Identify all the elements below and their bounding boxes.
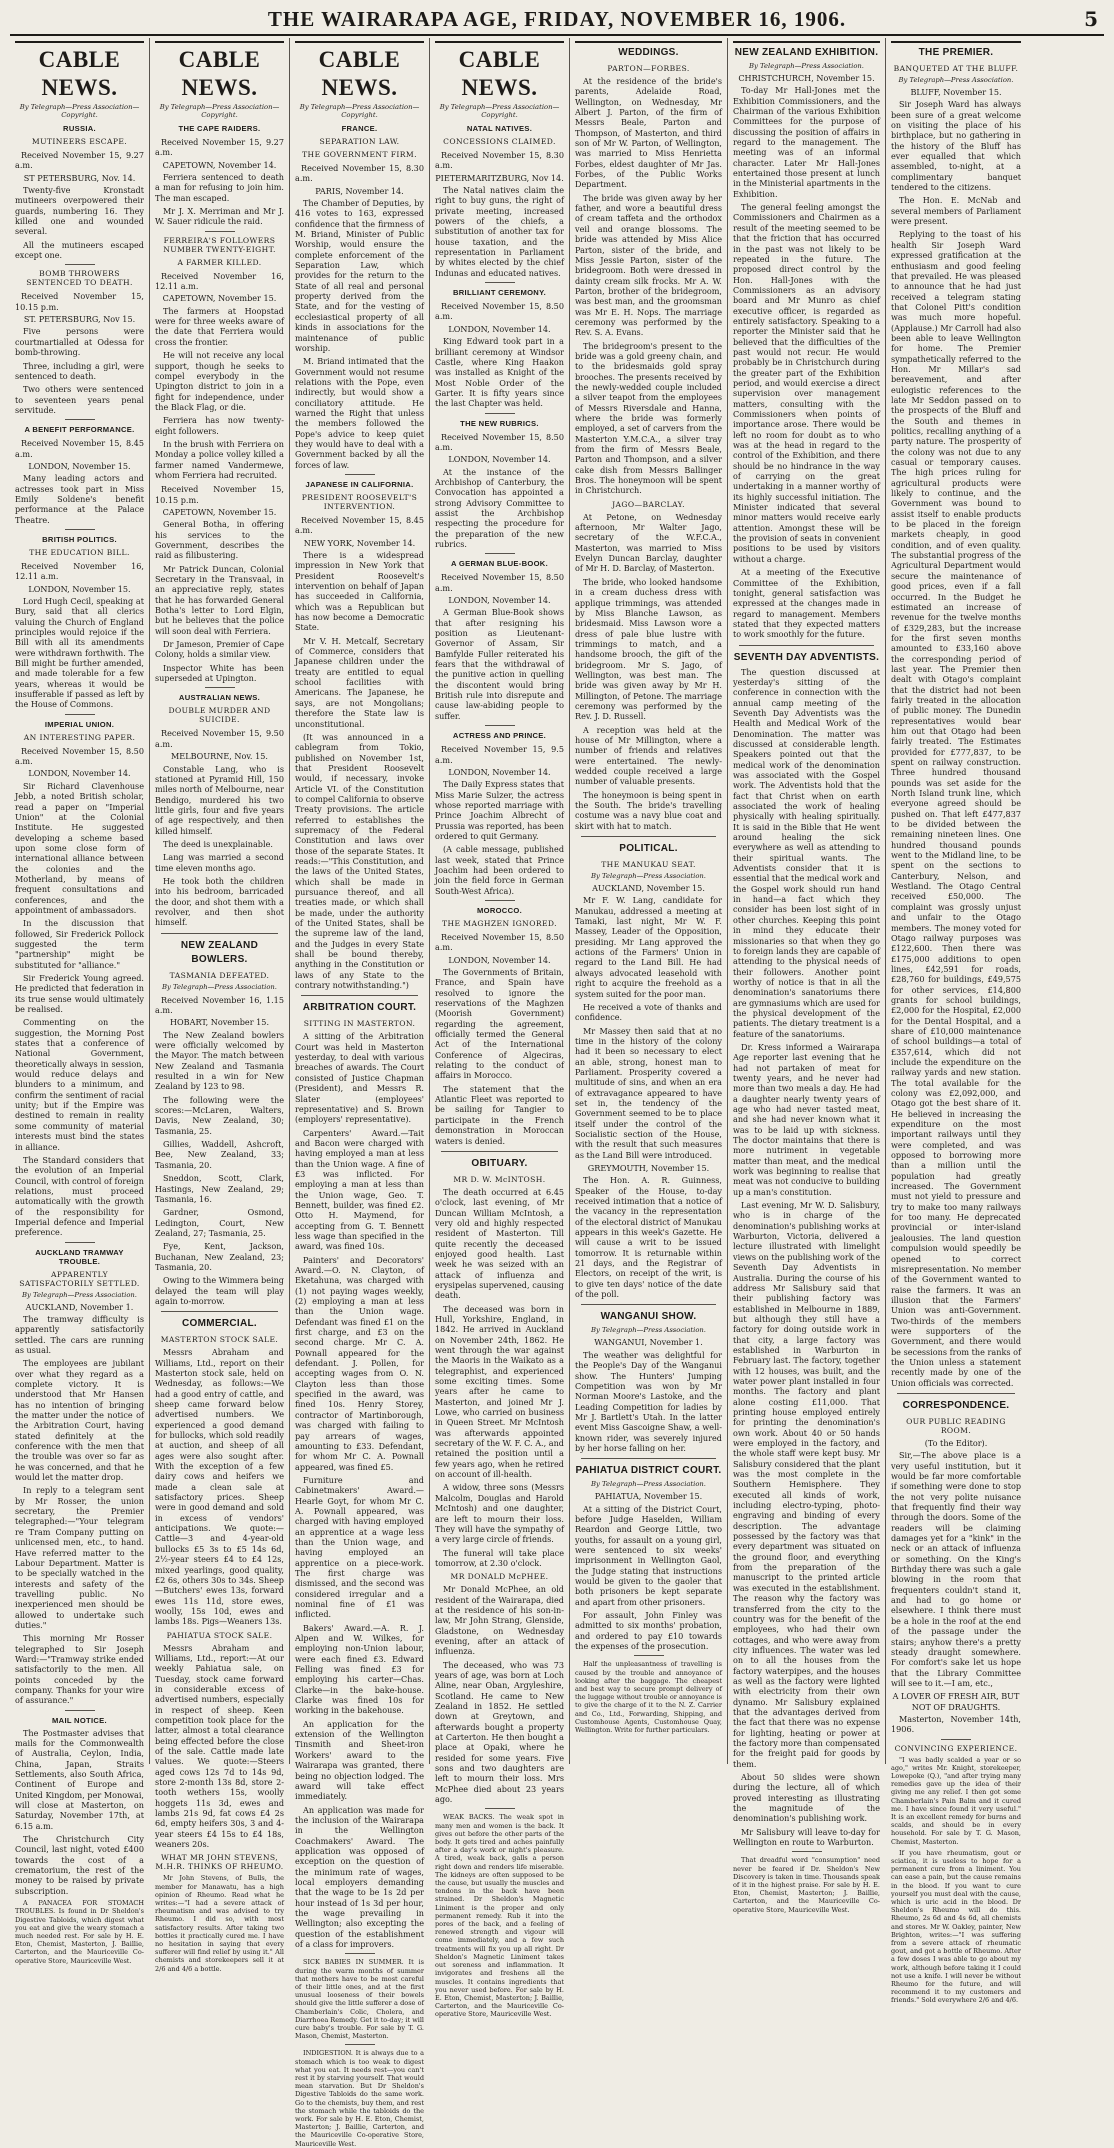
paragraph: He will not receive any local support, though he seeks to compel everybody in the Upington district to join in a fight for independence, under the Black Flag, or die. (155, 350, 284, 412)
received-line: Received November 15, 8.30 a.m. (435, 150, 564, 171)
paragraph: Furniture and Cabinetmakers' Award.—Hearle Goyt, for whom Mr C. A. Pownall appeared, was charged with having employed an apprentice at a wage less than the Union wage, and having employed an apprentice on a piece-work. The first charge was dismissed, and the second was considered irregular and a nominal fine of £1 was inflicted. (295, 1474, 424, 1620)
byline: By Telegraph—Press Association—Copyright. (159, 103, 280, 119)
paragraph: The weather was delightful for the People's Day of the Wanganui show. The Hunters' Jumping Competition was won by Mr Norman Moore's Lastoke, and the Leading Competition for ladies by Mr J. Bartlett's Utah. In the latter event Miss Gascoigne Shaw, a well-known rider, was severely injured by her horse falling on her. (575, 1349, 722, 1453)
headline: MAIL NOTICE. (52, 1715, 107, 1725)
page-number: 5 (1084, 7, 1098, 31)
subheadline: PRESIDENT ROOSEVELT'S INTERVENTION. (301, 492, 418, 511)
paragraph: At the residence of the bride's parents, Adelaide Road, Wellington, on Wednesday, Mr Albert J. Parton, of the firm of Messrs Beale, Parton and Thompson, of Masterton, and third son of Mr W. Parton, of Wellington, was married to Miss Henrietta Forbes, eldest daughter of Mr Jas. Forbes, of the Public Works Department. (575, 76, 722, 190)
dateline: PIETERMARITZBURG, Nov 14. (435, 172, 564, 183)
paragraph: Inspector White has been superseded at Upington. (155, 662, 284, 684)
paragraph: To-day Mr Hall-Jones met the Exhibition Commissioners, and the Chairman of the various Exhibition Committees for the purpose of discussing the position of affairs in regard to the management. The meeting was of an informal character. Later Mr Hall-Jones entertained those present at lunch in the Ministerial apartments in the Exhibition. (733, 85, 880, 199)
received-line: Received November 15, 8.45 a.m. (295, 514, 424, 536)
paragraph: Twenty-five Kronstadt mutineers overpowered their guards, numbering 16. They killed one and wounded several. (15, 185, 144, 237)
paragraph: The death occurred at 6.45 o'clock, last evening, of Mr Duncan William McIntosh, a very old and highly respected resident of Masterton. Till quite recently the deceased enjoyed good health. Last week he was seized with an attack of influenza and erysipelas supervened, causing death. (435, 1186, 564, 1301)
dateline: NEW YORK, November 14. (303, 537, 416, 548)
subheadline: MUTINEERS ESCAPE. (31, 137, 128, 146)
paragraph: Mr Massey then said that at no time in the history of the colony had it been so necessary to elect an able, strong, honest man to Parliament. Prosperity covered a multitude of sins, and when an era of extravagance appeared to have set in, the tendency of the Government seemed to be to place itself under the control of the Socialistic section of the House, with the result that such measures as the Land Bill were introduced. (575, 1025, 722, 1160)
paragraph: All the mutineers escaped except one. (15, 239, 144, 261)
divider (485, 900, 515, 901)
subheadline: MR D. W. McINTOSH. (453, 1174, 546, 1184)
paragraph: An application was made for the inclusion of the Wairarapa in the Wellington Coachmakers' Award. The application was opposed of exception on the question of the minimum rate of wages, local employers demanding that the wage to be 1s 2d per hour instead of 1s 3d per hour, the wage prevailing in Wellington; also excepting the question of the establishment of a class for improvers. (295, 1804, 424, 1949)
paragraph: Bakers' Award.—A. R. J. Alpen and W. Wilkes, for employing non-Union labour, were each fined £3. Edward Felling was fined £3 for employing his carter—Chas. Clarke—in the bake-house. Clarke was fined 10s for working in the bakehouse. (295, 1622, 424, 1716)
byline: By Telegraph—Press Association. (591, 1480, 706, 1489)
dateline: WANGANUI, November 1. (594, 1337, 703, 1348)
editor-line: (To the Editor). (924, 1437, 988, 1448)
divider (301, 995, 418, 996)
paragraph: The Hon. E. McNab and several members of Parliament were present. (891, 195, 1021, 227)
dateline: AUCKLAND, November 15. (592, 883, 705, 894)
column-rule (155, 41, 284, 43)
paragraph: The Postmaster advises that mails for the Commonwealth of Australia, Ceylon, India, China, Japan, Straits Settlements, also South Africa, Continent of Europe and United Kingdom, per Monowai, will close at Masterton, on Saturday, November 17th, at 6.15 a.m. (15, 1727, 144, 1831)
columns (10, 38, 1104, 2148)
headline: THE NEW RUBRICS. (460, 418, 539, 428)
paragraph: Five persons were courtmartialled at Odessa for bomb-throwing. (15, 326, 144, 358)
headline: NATAL NATIVES. (466, 124, 533, 133)
paragraph: Sneddon, Scott, Clark, Hastings, New Zealand, 29; Tasmania, 16. (155, 1173, 284, 1204)
dateline: CAPETOWN, November 15. (162, 506, 277, 517)
paragraph: For assault, John Finley was admitted to six months' probation, and ordered to pay £10 towards the expenses of the prosecution. (575, 1610, 722, 1652)
column-rule (295, 41, 424, 43)
paragraph: Fye, Kent, Jackson, Buchanan, New Zealand, 23; Tasmania, 20. (155, 1241, 284, 1272)
column-4 (430, 38, 570, 2019)
column-rule (435, 41, 564, 43)
paragraph: The Governments of Britain, France, and Spain have resolved to ignore the reservations of the Maghzen (Moorish Government) regarding the agreement, officially termed the General Act of the International Conference of Algeciras, relating to the conduct of affairs in Morocco. (435, 967, 564, 1081)
received-line: Received November 15, 8.50 a.m. (435, 301, 564, 322)
section-title: THE PREMIER. (918, 47, 994, 58)
subheadline: CONVINCING EXPERIENCE. (894, 1743, 1018, 1753)
column-5 (570, 38, 728, 1764)
paragraph: A reception was held at the house of Mr Millington, where a number of friends and relatives were entertained. The newly-wedded couple received a large number of valuable presents. (575, 724, 722, 787)
dateline: LONDON, November 14. (448, 323, 551, 334)
divider (345, 474, 375, 475)
divider (345, 2044, 375, 2045)
subheadline: AN INTERESTING PAPER. (23, 732, 136, 742)
section-title: CORRESPONDENCE. (902, 1399, 1010, 1411)
subheadline: THE GOVERNMENT FIRM. (302, 150, 417, 159)
dateline: LONDON, November 14. (448, 954, 551, 965)
masthead (10, 4, 1104, 36)
paragraph: Carpenters' Award.—Tait and Bacon were charged with having employed a man at less than the Union wage. A fine of £3 was inflicted. For employing a man at less than the Union wage, Geo. T. Bennett, builder, was fined £2. Otto H. Maymend, for accepting from G. T. Bennett less wage than specified in the award, was fined 10s. (295, 1127, 424, 1252)
masthead-title: THE WAIRARAPA AGE, FRIDAY, NOVEMBER 16, 1906. (267, 7, 847, 31)
paragraph: The funeral will take place tomorrow, at 2.30 o'clock. (435, 1547, 564, 1568)
dateline: AUCKLAND, November 1. (25, 1301, 134, 1312)
divider (65, 1242, 95, 1243)
paragraph: Mr Salisbury will leave to-day for Wellington en route to Warburton. (733, 1826, 880, 1848)
headline: BRILLIANT CEREMONY. (452, 288, 547, 298)
paragraph: The deceased, who was 73 years of age, was born at Loch Aline, near Oban, Argyleshire, Scotland. He came to New Zealand in 1852. He settled down at Greytown, and afterwards bought a property at Carterton. He then bought a place at Opaki, where he resided for some years. Five sons and two daughters are left to mourn their loss. Mrs McPhee died about 23 years ago. (435, 1659, 564, 1805)
advertisement: That dreadful word "consumption" need never be feared if Dr. Sheldon's New Discovery is taken in time. Thousands speak of it in the highest praise. For sale by H. E. Eton, Chemist, Masterton; J. Baillie, Carterton, and the Mauriceville Co-operative Store, Mauriceville West. (733, 1856, 880, 1914)
paragraph: Lord Hugh Cecil, speaking at Bury, said that all clerics valuing the Church of England principles would rejoice if the Bill with all its amendments were withdrawn forthwith. The Bill might be further amended, and made tolerable for a few years, whereas it would be insufferable if passed as left by the House of Commons. (15, 596, 144, 710)
cable-news-title: CABLE NEWS. (38, 47, 121, 100)
section-title: NEW ZEALAND BOWLERS. (180, 939, 259, 965)
subheadline: BOMB THROWERS SENTENCED TO DEATH. (26, 269, 133, 288)
column-1 (10, 38, 150, 1965)
paragraph: The farmers at Hoopstad were for three weeks aware of the date that Ferriera would cross the frontier. (155, 305, 284, 347)
paragraph: Mr V. H. Metcalf, Secretary of Commerce, considers that Japanese children under the treaty are entitled to equal school facilities with Americans. The Japanese, he says, are not Mongolians; therefore the State law is unconstitutional. (295, 635, 424, 729)
divider (792, 1851, 822, 1852)
headline: MOROCCO. (476, 905, 522, 915)
divider (161, 933, 278, 934)
subheadline: BANQUETED AT THE BLUFF. (893, 64, 1019, 73)
received-line: Received November 16, 12.11 a.m. (155, 270, 284, 292)
paragraph: The bride was given away by her father, and wore a beautiful dress of cream taffeta and the orthodox veil and orange blossoms. The bride was attended by Miss Alice Parton, sister of the bride, and Miss Jessie Parton, sister of the bridegroom. Both were dressed in dainty cream silk frocks. Mr A. W. Parton, brother of the bridegroom, was best man, and the groomsman was Mr E. H. Nops. The marriage ceremony was performed by the Rev. S. A. Evans. (575, 192, 722, 338)
dateline: PARIS, November 14. (315, 185, 404, 196)
byline: By Telegraph—Press Association. (162, 982, 277, 991)
received-line: Received November 15, 8.50 a.m. (435, 572, 564, 593)
divider (65, 714, 95, 715)
headline: IMPERIAL UNION. (44, 719, 115, 729)
paragraph: The general feeling amongst the Commissioners and Chairmen as a result of the meeting seemed to be that the friction that has occurred in the past was not likely to be repeated in the future. The proposed direct control by the Hon. Hall-Jones with the Commissioners as an advisory board and Mr Munro as chief executive officer, is regarded as entirely satisfactory. Speaking to a reporter the Minister said that he believed that the difficulties of the past would not recur. He would probably be in Christchurch during the greater part of the Exhibition period, and would exercise a direct supervision over management matters, consulting with the Commissioners when points of importance arose. There would be left no room for doubt as to who was at the head in regard to the control of the Exhibition, and there should be no hindrance in the way of carrying on the great undertaking in a manner worthy of its highly successful initiation. The Minister indicated that several minor matters would receive early attention. Amongst these will be the provision of seats in convenient positions to be used by visitors without a charge. (733, 202, 880, 564)
section-title: PAHIATUA DISTRICT COURT. (575, 1465, 722, 1477)
paragraph: King Edward took part in a brilliant ceremony at Windsor Castle, where King Haakon was installed as Knight of the Most Noble Order of the Garter. It is fifty years since the last Chapter was held. (435, 336, 564, 409)
column-rule (891, 41, 1021, 43)
paragraph: He received a vote of thanks and confidence. (575, 1001, 722, 1023)
paragraph: In the brush with Ferriera on Monday a police volley killed a farmer named Vandermewe, whom Ferriera had recruited. (155, 438, 284, 480)
paragraph: General Botha, in offering his services to the Government, describes the raid as filibustering. (155, 519, 284, 561)
subheadline: SITTING IN MASTERTON. (303, 1019, 416, 1029)
received-line: Received November 15, 9.50 a.m. (155, 728, 284, 749)
dateline: LONDON, November 14. (448, 595, 551, 606)
dateline: ST. PETERSBURG, Nov 15. (23, 314, 136, 325)
divider (634, 1655, 664, 1656)
received-line: Received November 15, 10.15 p.m. (15, 291, 144, 312)
byline: By Telegraph—Press Association—Copyright. (299, 103, 420, 119)
subheadline: PAHIATUA STOCK SALE. (166, 1630, 273, 1640)
subheadline: PARTON—FORBES. (607, 64, 690, 73)
paragraph: Two others were sentenced to seventeen years penal servitude. (15, 384, 144, 415)
subheadline: THE MAGHZEN IGNORED. (442, 918, 557, 928)
section-title: COMMERCIAL. (182, 1318, 257, 1330)
section-title: SEVENTH DAY ADVENTISTS. (733, 651, 880, 663)
received-line: Received November 15, 8.50 a.m. (435, 931, 564, 953)
dateline: ST PETERSBURG, Nov. 14. (23, 172, 136, 183)
column-3 (290, 38, 430, 2148)
cable-news-title: CABLE NEWS. (178, 47, 261, 100)
received-line: Received November 16, 1.15 a.m. (155, 994, 284, 1015)
section-title: POLITICAL. (619, 843, 678, 855)
advertisement: WEAK BACKS. The weak spot in many men and women is the back. It gives out before the other parts of the body. It gets tired and aches painfully after a day's work or night's pleasure. A tired, weak back, galls a person right down and renders life miserable. The kidneys are often supposed to be the cause, but usually the muscles and tendons in the back have been strained. Dr Sheldon's Magnetic Liniment is the proper and only permanent remedy. Rub it into the pores of the back, and a feeling of renewed strength and vigour will come immediately, and a few such treatments will fix you up all right. Dr Sheldon's Magnetic Liniment takes out soreness and inflammation. It invigorates and freshens all the muscles. It contains ingredients that you never used before. For sale by H. E. Eton, Chemist, Masterton; J. Baillie, Carterton, and the Mauriceville Co-operative Store, Mauriceville West. (435, 1813, 564, 2019)
divider (485, 725, 515, 726)
paragraph: Mr F. W. Lang, candidate for Manukau, addressed a meeting at Tamaki, last night, Mr W. F. Massey, Leader of the Opposition, presiding. Mr Lang approved the actions of the Farmers' Union in regard to the Land Bill. He had always advocated leasehold with right to acquire the freehold as a system suited for the poor man. (575, 895, 722, 999)
column-rule (575, 41, 722, 43)
headline: JAPANESE IN CALIFORNIA. (305, 479, 414, 489)
paragraph: Ferriera has now twenty-eight followers. (155, 415, 284, 436)
column-6 (728, 38, 886, 1914)
subheadline: SEPARATION LAW. (319, 137, 400, 146)
letter-date: Masterton, November 14th, 1906. (891, 1713, 1021, 1735)
column-7 (886, 38, 1026, 2005)
subheadline: JAGO—BARCLAY. (612, 499, 685, 509)
paragraph: Sir Richard Clavenhouse Jebb, a noted British scholar, read a paper on "Imperial Union" at the Colonial Institute. He suggested developing a scheme based upon some close form of international alliance between the colonies and the Motherland, by means of frequent consultations and conferences, and the appointment of ambassadors. (15, 780, 144, 915)
paragraph: Mr J. X. Merriman and Mr J. W. Sauer ridicule the raid. (155, 206, 284, 227)
paragraph: The bride, who looked handsome in a cream duchess dress with applique trimmings, was attended by Miss Blanche Lawson, as bridesmaid. Miss Lawson wore a dress of pale blue lustre with trimmings to match, and a handsome brooch, the gift of the bridegroom. Mr S. Jago, of Wellington, was best man. The bride was given away by Mr H. Millington, of Petone. The marriage ceremony was performed by the Rev. J. D. Russell. (575, 576, 722, 722)
received-line: Received November 15, 9.27 a.m. (15, 150, 144, 171)
section-title: WEDDINGS. (618, 47, 679, 58)
paragraph: The deed is unexplainable. (163, 838, 273, 849)
paragraph: Commenting on the suggestion, the Morning Post states that a conference of National Government, theoretically always in session, would reduce delays and blunders to a minimum, and confirm the sentiment of racial unity; but if the Empire was destined to remain in reality some community of material interests must bind the states in alliance. (15, 1017, 144, 1152)
subheadline: THE EDUCATION BILL. (29, 547, 130, 557)
advertisement: If you have rheumatism, gout or sciatica, it is useless to hope for a permanent cure from a liniment. You can ease a pain, but the cause remains in the blood. If you want to cure yourself you must deal with the cause, which is uric acid in the blood. Dr Sheldon's Rheumo will do this. Rheumo, 2s 6d and 4s 6d, all chemists and stores. Mr W. Oakley, painter, New Brighton, writes:—"I was suffering from a severe attack of rheumatic gout, and got a bottle of Rheumo. After a few doses I was able to go about my work, although before taking it I could not use a knife. I will never be without Rheumo for the future, and will recommend it to my customers and friends." Sold everywhere 2/6 and 4/6. (891, 1848, 1021, 2005)
paragraph: The tramway difficulty is apparently satisfactorily settled. The cars are running as usual. (15, 1313, 144, 1355)
paragraph: The following were the scores:—McLaren, Walters, Davis, New Zealand, 30; Tasmania, 25. (155, 1094, 284, 1136)
dateline: LONDON, November 15. (28, 583, 131, 594)
cable-news-title: CABLE NEWS. (318, 47, 401, 100)
paragraph: The Chamber of Deputies, by 416 votes to 163, expressed confidence that the firmness of M. Briand, Minister of Public Worship, would ensure the complete enforcement of the Separation Law, which provides for the return to the State of all real and personal property derived from the State, and for the vesting of ecclesiastical property of all kinds in associations for the maintenance of public worship. (295, 198, 424, 353)
cable-news-title: CABLE NEWS. (458, 47, 541, 100)
divider (581, 836, 716, 837)
subheadline: WHAT MR JOHN STEVENS, M.H.R. THINKS OF RHEUMO. (155, 1853, 284, 1872)
received-line: Received November 16, 12.11 a.m. (15, 560, 144, 582)
dateline: LONDON, November 15. (28, 460, 131, 471)
paragraph: Owing to the Wimmera being delayed the team will play again to-morrow. (155, 1275, 284, 1306)
paragraph: Three, including a girl, were sentenced to death. (15, 360, 144, 381)
subheadline: A FARMER KILLED. (177, 257, 262, 267)
paragraph: The employees are jubilant over what they regard as a complete victory. It is understood that Mr Hansen has no intention of bringing the matter under the notice of the Arbitration Court, having stated definitely at the conference with the men that the trouble was over so far as he was concerned, and that he would let the matter drop. (15, 1358, 144, 1483)
divider (205, 687, 235, 688)
paragraph: The question discussed at yesterday's sitting of the conference in connection with the annual camp meeting of the Seventh Day Adventists was the Health and Medical Work of the Denomination. The matter was discussed at considerable length. Speakers pointed out that the medical work of the denomination was associated with the Gospel work. The Adventists hold that the fact that Christ when on earth associated the work of healing physically with healing spiritually. It is said in the Bible that He went around healing the sick everywhere as well as attending to their spiritual wants. The Adventists consider that it is essential that the medical work and the Gospel work should run hand in hand—a fact which they consider has been lost sight of in other churches. Keeping this point in mind they educate their missionaries so that when they go to foreign lands they are capable of attending to the physical needs of their followers. Another point worthy of notice is that in all the denomination's sanatoriums there are gymnasiums which are used for the physical development of the patients. The dietary treatment is a feature of the sanatoriums. (733, 666, 880, 1039)
paragraph: (It was announced in a cablegram from Tokio, published on November 1st, that President Roosevelt would, if necessary, invoke Article VI. of the Constitution to compel California to observe Treaty provisions. The article referred to establishes the supremacy of the Federal Constitution and laws over those of the separate States. It reads:—"This Constitution, and the laws of the United States, which shall be made in pursuance thereof, and all treaties made, or which shall be made, under the authority of the United States, shall be the supreme law of the land, and the Judges in every State shall be bound thereby, anything in the Constitution or laws of any State to the contrary notwithstanding.") (295, 731, 424, 991)
paragraph: Gardner, Osmond, Ledington, Court, New Zealand, 27; Tasmania, 25. (155, 1207, 284, 1238)
received-line: Received November 15, 9.5 a.m. (435, 744, 564, 765)
section-title: WANGANUI SHOW. (600, 1311, 697, 1323)
paragraph: Ferriera sentenced to death a man for refusing to join him. The man escaped. (155, 172, 284, 203)
paragraph: Constable Lang, who is stationed at Pyramid Hill, 150 miles north of Melbourne, near Bendigo, murdered his two little girls, four and five years of age respectively, and then killed himself. (155, 763, 284, 836)
subheadline: FERREIRA'S FOLLOWERS NUMBER TWENTY-EIGHT. (163, 235, 276, 254)
divider (485, 1808, 515, 1809)
paragraph: At a sitting of the District Court, before Judge Haselden, William Reardon and George Little, two youths, for assault on a young girl, were sentenced to six weeks' imprisonment in Wellington Gaol, the Judge stating that instructions would be given to the gaoler that both prisoners be kept separate and apart from other prisoners. (575, 1503, 722, 1607)
paragraph: Messrs Abraham and Williams, Ltd., report on their Masterton stock sale, held on Wednesday, as follows:—We had a good entry of cattle, and sheep came forward below advertised numbers. We experienced a good demand for bullocks, which sold readily at auction, and sheep of all ages were also sought after. With the exception of a few dairy cows and heifers we made a clean sale at satisfactory prices. Sheep were in good demand and sold in excess of vendors' anticipations. We quote:—Cattle—3 and 4-year-old bullocks £5 3s to £5 14s 6d, 2½-year steers £4 to £4 12s, mixed yearlings, good quality, £2 6s, others 30s to 34s. Sheep—Butchers' ewes 13s, forward ewes 11s 11d, store ewes, woolly, 15s 10d, ewes and lambs 18s. Pigs—Weaners 13s. (155, 1347, 284, 1627)
divider (65, 529, 95, 530)
headline: A GERMAN BLUE-BOOK. (451, 559, 548, 569)
subheadline: MASTERTON STOCK SALE. (160, 1335, 279, 1345)
dateline: BLUFF, November 15. (910, 87, 1002, 97)
subheadline: MR DONALD McPHEE. (450, 1572, 549, 1582)
paragraph: (A cable message, published last week, stated that Prince Joachim had been ordered to join the field force in German South-West Africa). (435, 844, 564, 896)
paragraph: At Petone, on Wednesday afternoon, Mr Walter Jago, secretary of the W.F.C.A., Masterton, was married to Miss Evelyn Duncan Barclay, daughter of Mr H. D. Barclay, of Masterton. (575, 511, 722, 574)
headline: FRANCE. (341, 124, 378, 133)
advertisement: INDIGESTION. It is always due to a stomach which is too weak to digest what you eat. It needs rest—you can't rest it by starving yourself. That would mean starvation. But Dr Sheldon's Digestive Tabloids do the same work. Go to the chemists, buy them, and rest the stomach while the tabloids do the work. For sale by H. E. Eton, Chemist, Masterton; J. Baillie, Carterton, and the Mauriceville Co-operative Store, Mauriceville West. (295, 2049, 424, 2148)
divider (205, 231, 235, 232)
dateline: MELBOURNE, Nov. 15. (171, 751, 268, 762)
received-line: Received November 15, 8.30 a.m. (295, 163, 424, 184)
column-rule (15, 41, 144, 43)
headline: THE CAPE RAIDERS. (178, 124, 261, 133)
byline: By Telegraph—Press Association—Copyright. (19, 103, 140, 119)
paragraph: Sir,—The above place is a very useful institution, but it would be far more comfortable if something were done to stop the not very polite nuisance that frequently find their way through the doors. Some of the readers will be claiming damages yet for a "kink" in the neck or an attack of influenza or something. On the King's Birthday there was such a gale blowing in the room that frequenters couldn't stand it, and had to go home or elsewhere. I think there must be a hole in the roof at the end of the passage under the stairs; anyhow there's a pretty steady draught somewhere. For comfort's sake let us hope that the Library Committee will see to it.—I am, etc., (891, 1450, 1021, 1688)
divider (581, 1304, 716, 1305)
headline: AUSTRALIAN NEWS. (178, 693, 261, 703)
paragraph: The Daily Express states that Miss Marie Sulzer, the actress whose reported marriage with Prince Joachim Albrecht of Prussia was reported, has been ordered to quit Germany. (435, 779, 564, 841)
paragraph: Last evening, Mr W. D. Salisbury, who is in charge of the denomination's publishing works at Warburton, Victoria, delivered a lecture illustrated with limelight views on the publishing work of the Seventh Day Adventists in Australia. During the course of his address Mr Salisbury said that their publishing factory was established in Melbourne in 1889, but although they still have a factory for doing outside work in that city, a large factory was established in Warburton in February last. The factory, together with 12 houses, was built, and the water power plant installed in four months. The factory and plant alone costing £11,000. That printing house employed entirely for printing the denomination's own work. About 40 or 50 hands were employed in the factory, and the whole staff were kept busy. Mr Salisbury considered that the plant was the most complete in the Southern Hemisphere. They executed all kinds of work, including electro-typing, photo-engraving and binding of every description. The advantage possessed by the factory was that every department was situated on the ground floor, and everything from the preparation of the manuscript to the printed article was executed in the establishment. The reason why the factory was transferred from the city to the country was for the benefit of the employees, who had their own cottages, and who were away from city influences. The water was led on to all the houses from the factory waterpipes, and the houses as well as the factory were lighted with electricity from their own dynamo. Mr Salisbury explained that the advantages derived from the fact that there was no expense for lighting, heating or power at the factory more than compensated for the freight paid for goods by them. (733, 1200, 880, 1769)
column-rule (733, 41, 880, 43)
paragraph: The deceased was born in Hull, Yorkshire, England, in 1842. He arrived in Auckland on November 24th, 1862. He went through the war against the Maoris in the Waikato as a telegraphist, and experienced some exciting times. Some years after he came to Masterton, and joined Mr J. Lowe, who carried on business in Queen Street. Mr McIntosh was afterwards appointed secretary of the W. F. C. A., and retained the position until a few years ago, when he retired on account of ill-health. (435, 1303, 564, 1480)
paragraph: Many leading actors and actresses took part in Miss Emily Soldene's benefit performance at the Palace Theatre. (15, 473, 144, 525)
divider (581, 1458, 716, 1459)
byline: By Telegraph—Press Association. (898, 76, 1014, 84)
paragraph: About 50 slides were shown during the lecture, all of which proved interesting as illustrating the magnitude of the denomination's publishing work. (733, 1772, 880, 1824)
paragraph: An application for the extension of the Wellington Tinsmith and Sheet-iron Workers' award to the Wairarapa was granted, there being no objection lodged. The award will take effect immediately. (295, 1718, 424, 1802)
received-line: Received November 15, 8.45 a.m. (15, 438, 144, 459)
paragraph: A German Blue-Book shows that after resigning his position as Lieutenant-Governor of Assam, Sir Bamfylde Fuller reiterated his fears that the withdrawal of the punitive action in quelling the discontent would bring British rule into disrepute and cause law-abiding people to suffer. (435, 607, 564, 721)
divider (65, 419, 95, 420)
advertisement: SICK BABIES IN SUMMER. It is during the warm months of summer that mothers have to be most careful of their little ones, and at the first unusual looseness of their bowels should give the little sufferer a dose of Chamberlain's Colic, Cholera, and Diarrhoea Remedy. Get it to-day; it will cure baby's trouble. For sale by T. G. Mason, Chemist, Masterton. (295, 1958, 424, 2041)
divider (897, 1393, 1015, 1394)
paragraph: At a meeting of the Executive Committee of the Exhibition, tonight, general satisfaction was expressed at the changes made in regard to management. Members stated that they expected matters to work smoothly for the future. (733, 567, 880, 640)
paragraph: Lang was married a second time eleven months ago. (155, 852, 284, 873)
paragraph: The Christchurch City Council, last night, voted £400 towards the cost of a crematorium, the rest of the money to be raised by private subscription. (15, 1834, 144, 1896)
dateline: CAPETOWN, November 14. (162, 159, 277, 170)
headline: ACTRESS AND PRINCE. (452, 731, 547, 741)
divider (485, 413, 515, 414)
paragraph: Painters' and Decorators' Award.—O. N. Clayton, of Eketahuna, was charged with (1) not paying wages weekly, (2) employing a man at less than the Union wage. Defendant was fined £1 on the first charge, and £3 on the second charge. Mr C. A. Pownall appeared for the defendant. J. Pollen, for accepting wages from O. N. Clayton less than those specified in the award, was fined 10s. Henry Storey, contractor of Martinborough, was charged with failing to pay arrears of wages, amounting to £33. Defendant, for whom Mr C. A. Pownall appeared, was fined £5. (295, 1254, 424, 1472)
dateline: LONDON, November 14. (448, 454, 551, 465)
paragraph: Mr Patrick Duncan, Colonial Secretary in the Transvaal, in an appreciative reply, states that he has forwarded General Botha's letter to Lord Elgin, but he believes that the police will soon deal with Ferriera. (155, 563, 284, 636)
paragraph: A widow, three sons (Messrs Malcolm, Douglas and Harold McIntosh) and one daughter, are left to mourn their loss. They will have the sympathy of a very large circle of friends. (435, 1482, 564, 1545)
dateline: PAHIATUA, November 15. (594, 1491, 703, 1502)
column-2 (150, 38, 290, 1973)
divider (485, 282, 515, 283)
dateline: LONDON, November 14. (448, 766, 551, 777)
paragraph: The honeymoon is being spent in the South. The bride's travelling costume was a navy blue coat and skirt with hat to match. (575, 789, 722, 831)
advertisement: Half the unpleasantness of travelling is caused by the trouble and annoyance of looking after the baggage. The cheapest and best way to secure prompt delivery of the luggage without trouble or annoyance is to give the charge of it to the N. Z. Carrier and Co., Ltd., Forwarding, Shipping, and Customhouse Agents, Customhouse Quay, Wellington. Write for further particulars. (575, 1660, 722, 1735)
divider (941, 1739, 971, 1740)
paragraph: The Standard considers that the evolution of an Imperial Council, with control of foreign relations, must proceed automatically with the growth of the responsibility for Imperial defence and Imperial preference. (15, 1154, 144, 1238)
headline: RUSSIA. (63, 124, 96, 133)
advertisement: "I was badly scalded a year or so ago," writes Mr. Knight, storekeeper, Lowepoke (Q.), "and after trying many remedies gave up the idea of their giving me any relief. I then got some Chamberlain's Pain Balm and it cured me. I have since found it very useful." It is an excellent remedy for burns and scalds, and should be in every household. For sale by T. G. Mason, Chemist, Masterton. (891, 1755, 1021, 1846)
headline: BRITISH POLITICS. (42, 534, 117, 544)
subheadline: THE MANUKAU SEAT. (601, 860, 696, 870)
dateline: GREYMOUTH, November 15. (587, 1163, 710, 1173)
paragraph: In reply to a telegram sent by Mr Rosser, the union secretary, the Premier telegraphed:—"Your telegram re Tram Company putting on unlicensed men, etc., to hand. Have referred matter to the Labour Department. Matter is to be specially watched in the interests and safety of the travelling public. No inexperienced men should be allowed to undertake such duties." (15, 1485, 144, 1630)
paragraph: M. Briand intimated that the Government would not resume relations with the Pope, even indirectly, but would show a conciliatory attitude. He warned the Right that unless the members followed the Pope's advice to keep quiet they would have to deal with a Government backed by all the forces of law. (295, 356, 424, 470)
paragraph: The Natal natives claim the right to buy guns, the right of private meeting, increased powers of the chiefs, a substitution of another tax for house taxation, and the representation in Parliament by whites elected by the chief Indunas and educated natives. (435, 185, 564, 278)
paragraph: Dr. Kress informed a Wairarapa Age reporter last evening that he had not partaken of meat for twenty years, and he never had more than two meals a day. He had a daughter nearly twenty years of age who had never tasted meat, and she had never known what it was to be laid up with sickness. The doctor maintains that there is more nutriment in vegetable matter than meat, and the medical work was beginning to realise that meat was not conducive to building up a man's constitution. (733, 1041, 880, 1197)
section-title: OBITUARY. (471, 1157, 528, 1169)
paragraph: Gillies, Waddell, Ashcroft, Bee, New Zealand, 33; Tasmania, 20. (155, 1139, 284, 1170)
paragraph: Mr Donald McPhee, an old resident of the Wairarapa, died at the residence of his son-in-law, Mr John Strang, Glenside, Gladstone, on Wednesday evening, after an attack of influenza. (435, 1584, 564, 1657)
paragraph: Sir Frederick Young agreed. He predicted that federation in its true sense would ultimately be realised. (15, 973, 144, 1015)
received-line: Received November 15, 9.27 a.m. (155, 137, 284, 158)
subheadline: DOUBLE MURDER AND SUICIDE. (168, 706, 271, 725)
divider (345, 1953, 375, 1954)
subheadline: CONCESSIONS CLAIMED. (443, 137, 556, 146)
divider (485, 553, 515, 554)
section-title: ARBITRATION COURT. (302, 1002, 417, 1014)
subheadline: TASMANIA DEFEATED. (169, 970, 270, 980)
subheadline: OUR PUBLIC READING ROOM. (906, 1416, 1006, 1435)
dateline: HOBART, November 15. (169, 1017, 270, 1028)
byline: By Telegraph—Press Association. (749, 62, 864, 70)
paragraph: The statement that the Atlantic Fleet was reported to be sailing for Tangier to participate in the French demonstration in Moroccan waters is denied. (435, 1083, 564, 1146)
divider (65, 264, 95, 265)
byline: By Telegraph—Press Association. (22, 1290, 137, 1299)
received-line: Received November 15, 8.50 a.m. (15, 745, 144, 767)
paragraph: A sitting of the Arbitration Court was held in Masterton yesterday, to deal with various breaches of awards. The Court consisted of Justice Chapman (President), and Messrs R. Slater (employees' representative) and S. Brown (employers' representative). (295, 1031, 424, 1125)
divider (441, 1151, 558, 1152)
paragraph: Replying to the toast of his health Sir Joseph Ward expressed gratification at the enthusiasm and good feeling that prevailed. He was pleased to announce that he had just received a telegram stating that Colonel Pitt's condition was much more hopeful. (Applause.) Mr Carroll had also been able to leave Wellington for home. The Premier sympathetically referred to the Hon. Mr Millar's sad bereavement, and after eulogistic references to the late Mr Seddon passed on to the prospects of the Bluff and the South and themes in politics, recalling anything of a party nature. The prosperity of the colony was not due to any casual or temporary causes. The high prices ruling for agricultural products were likely to continue, and the Government was bound to assist itself to enable products to be placed in the foreign markets cheaply, in good condition, and of even quality. The substantial progress of the Agricultural Department would secure the maintenance of good prices, even if a fall occurred. In the Budget he estimated an increase of revenue for the twelve months of £329,283, but the increase for the first seven months amounted to £33,160 above the corresponding period of last year. The Premier then dealt with Otago's complaint that the district had not been fairly treated in the allocation of public money. The Dunedin representatives would bear him out that Otago had been fairly treated. The Estimates provided for £777,837, to be spent on railway construction. Three hundred thousand pounds was set aside for the North Island trunk line, which everyone agreed should be pushed on. That left £477,837 to be divided between the remaining nineteen lines. One hundred thousand pounds went to the Midland line, to be spent on the sections to Canterbury, Nelson, and Westland. The Otago Central received £50,000. The complaint was grossly unjust and unfair to the Otago members. The money voted for Otago railway purposes was £122,600. Then there was £175,000 additions to open lines, £42,591 for roads, £28,760 for buildings, £49,575 for other services, £14,800 grants for school buildings, £2,000 for the Hospital, £2,000 for the Dental Hospital, and a share of £10,000 maintenance of school buildings—a total of £357,614, which did not include the expenditure on the railway yards and new station. The total available for the colony was £2,092,000, and Otago got the best share of it. He believed in increasing the expenditure on the most important railways until they were completed, and was opposed to borrowing more than a million until the population had greatly increased. The Government must not yield to pressure and try to make too many railways for too many. He deprecated provincial or inter-island jealousies. The land question compulsion would speedily be opened to correct misrepresentation. No member of the Government wanted to raise the farmers. It was an illusion that the Farmers' Union was anti-Government. Two-thirds of the members were supporters of the Government, and there would be secessions from the ranks of the Union unless a statement recently made by one of the Union officials was corrected. (891, 229, 1021, 1388)
dateline: CAPETOWN, November 15. (162, 293, 277, 304)
paragraph: There is a widespread impression in New York that President Roosevelt's intervention on behalf of Japan has succeeded in California, which was a Republican but has now become a Democratic State. (295, 550, 424, 633)
byline: By Telegraph—Press Association—Copyright. (439, 103, 560, 119)
headline: A BENEFIT PERFORMANCE. (24, 425, 135, 435)
paragraph: He took both the children into his bedroom, barricaded the door, and shot them with a revolver, and then shot himself. (155, 875, 284, 928)
byline: By Telegraph—Press Association. (591, 872, 706, 881)
paragraph: The New Zealand bowlers were officially welcomed by the Mayor. The match between New Zealand and Tasmania resulted in a win for New Zealand by 123 to 98. (155, 1029, 284, 1092)
paragraph: Messrs Abraham and Williams, Ltd., report:—At our weekly Pahiatua sale, on Tuesday, stock came forward in considerable excess of advertised numbers, especially in respect of sheep. Keen competition took place for the latter, almost a total clearance being effected before the close of the sale. Cattle made late values. We quote:—Steers aged cows 12s 7d to 14s 9d, store 2-month 13s 8d, store 2-tooth wethers 15s, woolly hoggets 11s 3d, ewes and lambs 21s 9d, fat cows £4 2s 6d, empty heifers 30s, 3 and 4-year steers £4 15s to £4 18s, weaners 20s. (155, 1642, 284, 1850)
dateline: CHRISTCHURCH, November 15. (738, 73, 875, 83)
subheadline: APPARENTLY SATISFACTORILY SETTLED. (19, 1269, 140, 1288)
advertisement: Mr John Stevens, of Bulls, the member for Manawatu, has a high opinion of Rheumo. Read what he writes:—"I had a severe attack of rheumatism and was advised to try Rheumo. I did so, with most satisfactory results. After taking two bottles it practically cured me. I have no hesitation in saying that every sufferer will find relief by using it." All chemists and storekeepers sell it at 2/6 and 4/6 a bottle. (155, 1874, 284, 1973)
paragraph: Sir Joseph Ward has always been sure of a great welcome on visiting the place of his birthplace, but no gathering in the history of the Bluff has ever equalled that which assembled, to-night, at a complimentary banquet tendered to the citizens. (891, 99, 1021, 193)
divider (65, 1710, 95, 1711)
byline: By Telegraph—Press Association. (591, 1326, 706, 1335)
paragraph: This morning Mr Rosser telegraphed to Sir Joseph Ward:—"Tramway strike ended satisfactorily to the men. All points conceded by the company. Thanks for your wire of assurance." (15, 1633, 144, 1706)
paragraph: The Hon. A. R. Guinness, Speaker of the House, to-day received intimation that a notice of the vacancy in the representation of the electoral district of Manukau appears in this week's Gazette. He will cause a writ to be issued tomorrow. It is returnable within 21 days, and the Registrar of Electors, on receipt of the writ, is to give ten days' notice of the date of the poll. (575, 1175, 722, 1300)
divider (739, 645, 874, 646)
advertisement: A PANACEA FOR STOMACH TROUBLES. Is found in Dr Sheldon's Digestive Tabloids, which digest what you eat and give the weary stomach a much needed rest. For sale by H. E. Eton, Chemist, Masterton, J. Baillie, Carterton, and the Mauriceville Co-operative Store, Mauriceville West. (15, 1899, 144, 1965)
headline: AUCKLAND TRAMWAY TROUBLE. (35, 1247, 124, 1266)
signature: A LOVER OF FRESH AIR, BUT NOT OF DRAUGHTS. (892, 1691, 1020, 1712)
received-line: Received November 15, 8.50 a.m. (435, 431, 564, 452)
paragraph: The bridegroom's present to the bride was a gold greeny chain, and to the bridesmaids gold spray brooches. The presents received by the newly-wedded couple included a silver teapot from the employees of Messrs Riversdale and Hanna, where the bride was formerly employed, a set of carvers from the Masterton Y.M.C.A., a silver tray from the firm of Messrs Beale, Parton and Thompson, and a silver cake dish from Messrs Ballinger Bros. The honeymoon will be spent in Christchurch. (575, 340, 722, 496)
paragraph: Dr Jameson, Premier of Cape Colony, holds a similar view. (155, 639, 284, 660)
dateline: LONDON, November 14. (28, 768, 131, 779)
divider (161, 1311, 278, 1312)
received-line: Received November 15, 10.15 p.m. (155, 484, 284, 505)
paragraph: In the discussion that followed, Sir Frederick Pollock suggested the term "partnership" might be substituted for "alliance." (15, 918, 144, 970)
section-title: NEW ZEALAND EXHIBITION. (734, 47, 879, 58)
paragraph: At the instance of the Archbishop of Canterbury, the Convocation has appointed a strong Advisory Committee to assist the Archbishop respecting the procedure for the preparation of the new rubrics. (435, 466, 564, 549)
